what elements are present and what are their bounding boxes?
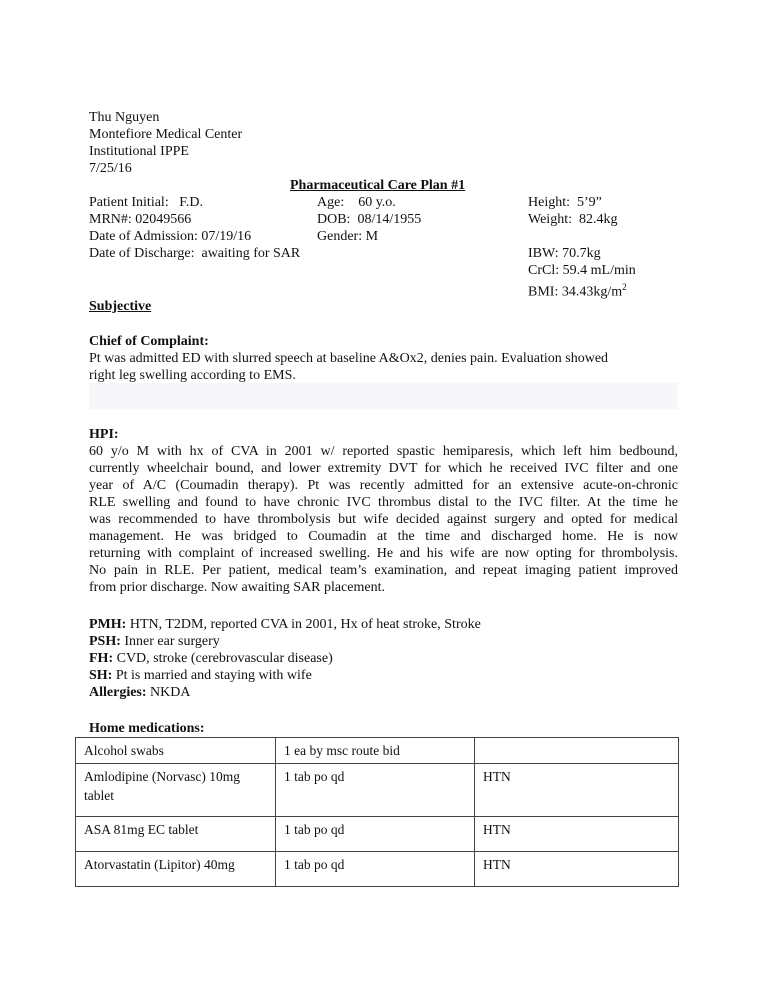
sig-cell: 1 tab po qd <box>276 817 475 852</box>
sig-cell: 1 tab po qd <box>276 764 475 817</box>
program-name: Institutional IPPE <box>89 144 189 159</box>
bmi-superscript: 2 <box>622 282 627 292</box>
indication-cell: HTN <box>475 817 679 852</box>
crcl-label: CrCl: <box>528 263 560 278</box>
hpi-line: was recommended to have thrombolysis but wife decided against surgery and opted for medical <box>89 512 678 527</box>
table-row <box>76 738 679 764</box>
ibw-label: IBW: <box>528 246 559 261</box>
dob-label: DOB: <box>317 212 351 227</box>
author-name: Thu Nguyen <box>89 110 160 125</box>
subjective-heading: Subjective <box>89 299 152 314</box>
admission-date <box>89 228 251 245</box>
sh-label: SH: <box>89 668 113 683</box>
discharge-date <box>89 245 300 262</box>
chief-complaint-line: right leg swelling according to EMS. <box>89 368 296 383</box>
gender-value: M <box>365 229 379 244</box>
patient-age <box>317 194 396 211</box>
fh-label: FH: <box>89 651 114 666</box>
pmh-value: HTN, T2DM, reported CVA in 2001, Hx of heat stroke, Stroke <box>129 617 481 632</box>
crcl-value: 59.4 mL/min <box>562 263 636 278</box>
fh-row <box>89 650 333 667</box>
drug-cell: Alcohol swabs <box>76 738 276 764</box>
pmh-row <box>89 616 481 633</box>
dob-value: 08/14/1955 <box>357 212 422 227</box>
age-label: Age: <box>317 195 345 210</box>
hpi-line: RLE swelling and found to have chronic IVC thrombus distal to the IVC filter. At the time he <box>89 495 678 510</box>
indication-cell: HTN <box>475 852 679 887</box>
hpi-line: No pain in RLE. Per patient, medical team’s examination, and repeat imaging patient improved <box>89 563 678 578</box>
allergies-label: Allergies: <box>89 685 147 700</box>
sh-value: Pt is married and staying with wife <box>115 668 312 683</box>
patient-initial-value: F.D. <box>179 195 203 210</box>
table-row <box>76 764 679 817</box>
indication-cell: HTN <box>475 764 679 817</box>
weight-value: 82.4kg <box>578 212 618 227</box>
weight-label: Weight: <box>528 212 572 227</box>
height-label: Height: <box>528 195 570 210</box>
home-medications-heading: Home medications: <box>89 721 205 736</box>
patient-crcl <box>528 262 636 279</box>
hpi-line: management. He was bridged to Coumadin at the time and discharged home. He is now <box>89 529 678 544</box>
table-row <box>76 852 679 887</box>
document-title: Pharmaceutical Care Plan #1 <box>290 178 466 193</box>
bmi-value: 34.43kg/m <box>561 284 623 300</box>
patient-weight <box>528 211 617 228</box>
gender-label: Gender: <box>317 229 363 244</box>
hpi-line: returning with complaint of increased swelling. He and his wife are now opting for thrombolysis. <box>89 546 678 561</box>
discharge-label: Date of Discharge: <box>89 246 195 261</box>
hpi-line: currently wheelchair bound, and lower extremity DVT for which he received IVC filter and one <box>89 461 678 476</box>
admission-value: 07/19/16 <box>201 229 252 244</box>
document-date: 7/25/16 <box>89 161 132 176</box>
psh-row <box>89 633 220 650</box>
admission-label: Date of Admission: <box>89 229 198 244</box>
patient-height <box>528 194 602 211</box>
allergies-value: NKDA <box>150 685 191 700</box>
hpi-line: 60 y/o M with hx of CVA in 2001 w/ reported spastic hemiparesis, which left him bedbound, <box>89 444 678 459</box>
patient-bmi <box>528 279 627 301</box>
indication-cell <box>475 738 679 764</box>
sig-cell: 1 tab po qd <box>276 852 475 887</box>
ibw-value: 70.7kg <box>562 246 601 261</box>
age-value: 60 y.o. <box>358 195 396 210</box>
drug-cell: Atorvastatin (Lipitor) 40mg <box>76 852 276 887</box>
psh-label: PSH: <box>89 634 121 649</box>
bmi-label: BMI: <box>528 284 559 300</box>
hpi-line: from prior discharge. Now awaiting SAR placement. <box>89 580 386 595</box>
sig-cell: 1 ea by msc route bid <box>276 738 475 764</box>
patient-mrn <box>89 211 191 228</box>
drug-cell: Amlodipine (Norvasc) 10mg tablet <box>76 764 276 817</box>
mrn-label: MRN#: <box>89 212 132 227</box>
chief-complaint-line: Pt was admitted ED with slurred speech at baseline A&Ox2, denies pain. Evaluation showed <box>89 351 609 366</box>
patient-gender <box>317 228 378 245</box>
home-medications-table <box>75 737 679 887</box>
drug-cell: ASA 81mg EC tablet <box>76 817 276 852</box>
patient-initial <box>89 194 203 211</box>
height-value: 5’9” <box>577 195 602 210</box>
discharge-value: awaiting for SAR <box>201 246 301 261</box>
patient-initial-label: Patient Initial: <box>89 195 169 210</box>
fh-value: CVD, stroke (cerebrovascular disease) <box>116 651 333 666</box>
sh-row <box>89 667 312 684</box>
pmh-label: PMH: <box>89 617 127 632</box>
chief-complaint-heading: Chief of Complaint: <box>89 334 209 349</box>
shaded-blank-area <box>89 383 678 409</box>
institution-name: Montefiore Medical Center <box>89 127 243 142</box>
psh-value: Inner ear surgery <box>124 634 220 649</box>
hpi-heading: HPI: <box>89 427 119 442</box>
patient-ibw <box>528 245 601 262</box>
table-row <box>76 817 679 852</box>
hpi-line: year of A/C (Coumadin therapy). Pt was recently admitted for an extensive acute-on-chronic <box>89 478 678 493</box>
mrn-value: 02049566 <box>135 212 192 227</box>
patient-dob <box>317 211 421 228</box>
allergies-row <box>89 684 190 701</box>
